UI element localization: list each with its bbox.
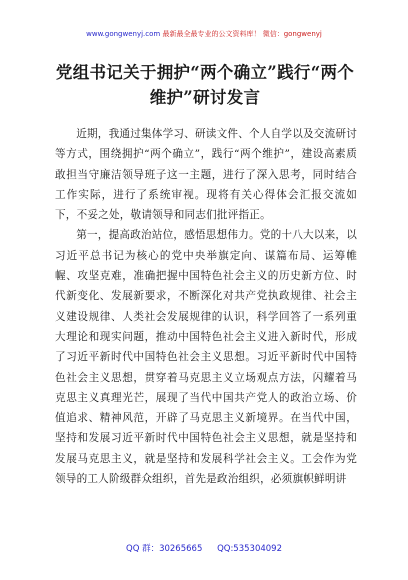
page-footer: [0, 542, 408, 554]
footer-qq: QQ:535304092: [217, 544, 282, 554]
footer-qq-group: QQ 群：30265665: [126, 544, 203, 554]
paragraph-first-point: 第一，提高政治站位，感悟思想伟力。党的十八大以来，以习近平总书记为核心的党中央举旗定向、谋篇布局、运筹帷幄、攻坚克难，准确把握中国特色社会主义的历史新方位、时代新变化、发展新要求，不断深化对共产党执政规律、社会主义建设规律、人类社会发展规律的认识，科学回答了一系列重大理论和现实问题，推动中国特色社会主义进入新时代，形成了习近平新时代中国特色社会主义思想。习近平新时代中国特色社会主义思想，贯穿着马克思主义立场观点方法，闪耀着马克思主义真理光芒，展现了当代中国共产党人的政治立场、价值追求、精神风范，开辟了马克思主义新境界。在当代中国，坚持和发展习近平新时代中国特色社会主义思想，就是坚持和发展马克思主义，就是坚持和发展科学社会主义。工会作为党领导的工人阶级群众组织，首先是政治组织，必须旗帜鲜明讲: [55, 229, 357, 486]
header-site: www.gongwenyj.com: [86, 30, 161, 38]
header-wechat: 微信：gongwenyj: [262, 30, 322, 38]
header-slogan: 最新最全最专业的公文资料库！: [162, 30, 261, 38]
document-title: 党组书记关于拥护“两个确立”践行“两个维护”研讨发言: [55, 63, 355, 107]
page-header: [0, 29, 408, 39]
document-body: [55, 124, 357, 489]
paragraph-intro: 近期，我通过集体学习、研读文件、个人自学以及交流研讨等方式，围绕拥护“两个确立”，践行“两个维护”，建设高素质敢担当守廉洁领导班子这一主题，进行了深入思考，同时结合工作实际，进行了系统审视。现将有关心得体会汇报交流如下，不妥之处，敬请领导和同志们批评指正。: [55, 128, 357, 222]
